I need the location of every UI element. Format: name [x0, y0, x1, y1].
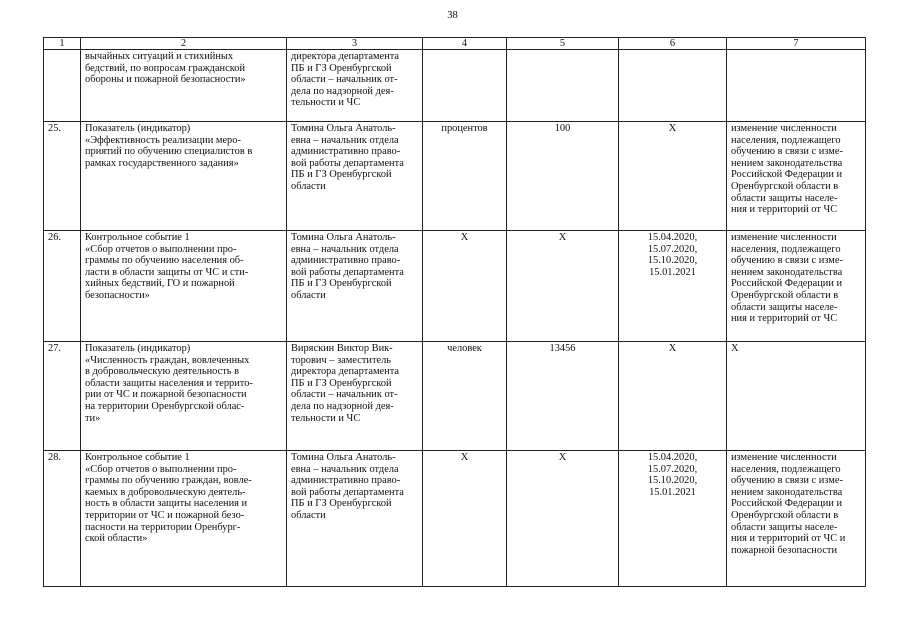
responsible-cell [287, 342, 423, 451]
responsible-text: Томина Ольга Анатоль- евна – начальник отдела административно право- вой работы департамента ПБ и ГЗ Оренбургской области [291, 123, 404, 192]
description-text: «Эффективность реализации меро- приятий по обучению специалистов в рамках государственного задания» [85, 134, 253, 169]
comment-cell [727, 342, 866, 451]
responsible-text: Виряскин Виктор Вик- торович – заместитель директора департамента ПБ и ГЗ Оренбургской области – начальник от- дела по надзорной дея- тельности и ЧС [291, 343, 400, 424]
responsible-cell [287, 451, 423, 587]
responsible-cell [287, 122, 423, 231]
item-type-label: Показатель (индикатор) [85, 123, 191, 134]
date-cell [619, 342, 727, 451]
unit-cell: X [423, 231, 507, 342]
date-cell [619, 50, 727, 122]
column-header: 7 [727, 38, 866, 50]
indicators-table [43, 37, 866, 587]
date-cell [619, 122, 727, 231]
responsible-cell [287, 231, 423, 342]
comment-text: X [731, 343, 739, 354]
comment-cell [727, 451, 866, 587]
unit-cell: человек [423, 342, 507, 451]
row-number-cell: 26. [44, 231, 81, 342]
column-header: 5 [507, 38, 619, 50]
responsible-text: Томина Ольга Анатоль- евна – начальник отдела административно право- вой работы департамента ПБ и ГЗ Оренбургской области [291, 452, 404, 521]
comment-cell [727, 231, 866, 342]
column-header: 3 [287, 38, 423, 50]
value-cell: 100 [507, 122, 619, 231]
table-header-row [44, 38, 866, 50]
page-number: 38 [447, 10, 458, 21]
date-text: X [668, 343, 677, 354]
column-header: 4 [423, 38, 507, 50]
date-cell [619, 451, 727, 587]
comment-cell [727, 50, 866, 122]
table-row [44, 342, 866, 451]
date-text: 15.04.2020, 15.07.2020, 15.10.2020, 15.01.2021 [647, 232, 698, 278]
item-type-label: Контрольное событие 1 [85, 232, 190, 243]
value-cell [507, 50, 619, 122]
date-cell [619, 231, 727, 342]
description-cell [81, 451, 287, 587]
table-row [44, 451, 866, 587]
row-number-cell: 28. [44, 451, 81, 587]
comment-cell [727, 122, 866, 231]
table-row [44, 122, 866, 231]
description-text: вычайных ситуаций и стихийных бедствий, по вопросам гражданской обороны и пожарной безопасности» [85, 51, 246, 86]
unit-cell: X [423, 451, 507, 587]
value-cell: X [507, 231, 619, 342]
responsible-text: директора департамента ПБ и ГЗ Оренбургской области – начальник от- дела по надзорной дея- тельности и ЧС [291, 51, 400, 109]
description-text: «Сбор отчетов о выполнении про- граммы по обучению населения об- ласти в области защиты от ЧС и сти- хийных бедствий, ГО и пожарной безопасности» [85, 243, 249, 301]
table-row [44, 231, 866, 342]
description-cell [81, 122, 287, 231]
value-cell: 13456 [507, 342, 619, 451]
comment-text: изменение численности населения, подлежащего обучению в связи с изме- нением законодательства Российской Федерации и Оренбургской области в области защиты населе- ния и территорий от ЧС [731, 123, 843, 216]
description-cell [81, 342, 287, 451]
row-number-cell [44, 50, 81, 122]
description-text: «Численность граждан, вовлеченных в добровольческую деятельность в области защиты населения и террито- рии от ЧС и пожарной безопасности на территории Оренбургской облас- ти» [85, 354, 253, 424]
row-number-cell: 25. [44, 122, 81, 231]
table-row-continued [44, 50, 866, 122]
description-cell [81, 50, 287, 122]
comment-text: изменение численности населения, подлежащего обучению в связи с изме- нением законодательства Российской Федерации и Оренбургской области в области защиты населе- ния и территорий от ЧС и пожарной безопасности [731, 452, 846, 556]
date-text: 15.04.2020, 15.07.2020, 15.10.2020, 15.01.2021 [647, 452, 698, 498]
column-header: 6 [619, 38, 727, 50]
item-type-label: Показатель (индикатор) [85, 343, 191, 354]
column-header: 2 [81, 38, 287, 50]
row-number-cell: 27. [44, 342, 81, 451]
description-text: «Сбор отчетов о выполнении про- граммы по обучению граждан, вовле- каемых в добровольческую деятель- ность в области защиты населения и территории от ЧС и пожарной безо- пасности на территории Оренбург- ской области» [85, 463, 252, 545]
responsible-cell [287, 50, 423, 122]
unit-cell: процентов [423, 122, 507, 231]
value-cell: X [507, 451, 619, 587]
date-text: X [668, 123, 677, 134]
responsible-text: Томина Ольга Анатоль- евна – начальник отдела административно право- вой работы департамента ПБ и ГЗ Оренбургской области [291, 232, 404, 301]
comment-text: изменение численности населения, подлежащего обучению в связи с изме- нением законодательства Российской Федерации и Оренбургской области в области защиты населе- ния и территорий от ЧС [731, 232, 843, 325]
item-type-label: Контрольное событие 1 [85, 452, 190, 463]
unit-cell [423, 50, 507, 122]
description-cell [81, 231, 287, 342]
column-header: 1 [44, 38, 81, 50]
